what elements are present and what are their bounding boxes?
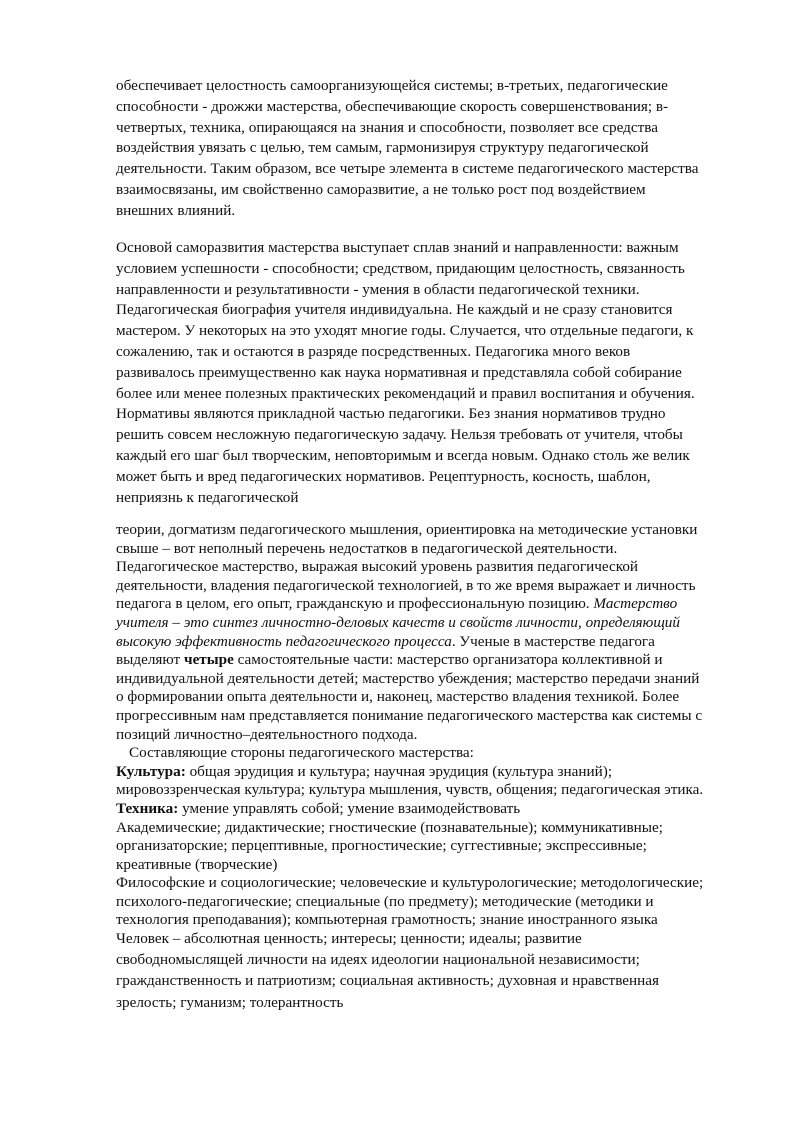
text-line: деятельности, владения педагогической технологией, в то же время выражает и личность: [116, 576, 696, 594]
text-run: самостоятельные части: мастерство организатора коллективной и: [233, 651, 663, 669]
italic-run: учителя – это синтез личностно-деловых качеств и свойств личности, определяющий: [116, 613, 680, 631]
text-line: мастером. У некоторых на это уходят многие годы. Случается, что отдельные педагоги, к: [116, 322, 694, 340]
italic-run: высокую эффективность педагогического процесса: [116, 632, 452, 650]
text-line: более или менее полезных практических рекомендаций и правил воспитания и обучения.: [116, 384, 695, 402]
text-line: свыше – вот неполный перечень недостатков в педагогической деятельности.: [116, 539, 618, 557]
section-heading: Составляющие стороны педагогического мастерства:: [129, 744, 474, 762]
text-line: креативные (творческие): [116, 855, 278, 873]
paragraph-3: [116, 521, 756, 1014]
text-line: [116, 800, 756, 819]
text-line: взаимосвязаны, им свойственно саморазвитие, а не только рост под воздействием: [116, 180, 646, 198]
text-line: Педагогическое мастерство, выражая высокий уровень развития педагогической: [116, 558, 639, 576]
text-line: Педагогическая биография учителя индивидуальна. Не каждый и не сразу становится: [116, 301, 673, 319]
text-line: о формировании опыта деятельности и, наконец, мастерство владения техникой. Более: [116, 688, 680, 706]
text-line: условием успешности - способности; средством, придающим целостность, связанность: [116, 259, 685, 277]
text-line: свободномыслящей личности на идеях идеологии национальной независимости;: [116, 950, 640, 968]
text-line: решить совсем несложную педагогическую задачу. Нельзя требовать от учителя, чтобы: [116, 426, 683, 444]
text-line: позиций личностно–деятельностного подхода.: [116, 725, 418, 743]
text-line: может быть и вред педагогических нормативов. Рецептурность, косность, шаблон,: [116, 467, 651, 485]
text-line: [116, 763, 756, 782]
text-line: зрелость; гуманизм; толерантность: [116, 994, 344, 1012]
text-line: прогрессивным нам представляется понимание педагогического мастерства как системы с: [116, 706, 703, 724]
text-line: индивидуальной деятельности детей; мастерство убеждения; мастерство передачи знаний: [116, 669, 700, 687]
text-line: воздействия увязать с целью, тем самым, гармонизируя структуру педагогической: [116, 139, 649, 157]
text-line: развивалось преимущественно как наука нормативная и представляла собой собирание: [116, 363, 682, 381]
bold-run: Техника:: [116, 799, 179, 817]
paragraph-1: [116, 76, 756, 222]
text-line: Философские и социологические; человеческие и культурологические; методологические;: [116, 874, 704, 892]
text-line: неприязнь к педагогической: [116, 488, 299, 506]
text-line: направленности и результативности - умения в области педагогической техники.: [116, 280, 640, 298]
text-run: общая эрудиция и культура; научная эрудиция (культура знаний);: [185, 762, 613, 780]
text-line: психолого-педагогические; специальные (по предмету); методические (методики и: [116, 892, 654, 910]
text-line: Человек – абсолютная ценность; интересы; ценности; идеалы; развитие: [116, 930, 582, 948]
text-line: каждый его шаг был творческим, неповторимым и всегда новым. Однако столь же велик: [116, 446, 690, 464]
text-line: деятельности. Таким образом, все четыре элемента в системе педагогического мастерства: [116, 160, 699, 178]
text-run: педагога в целом, его опыт, гражданскую и профессиональную позицию.: [116, 595, 594, 613]
bold-run: Культура:: [116, 762, 186, 780]
text-line: [116, 633, 756, 652]
italic-run: Мастерство: [593, 595, 678, 613]
text-line: гражданственность и патриотизм; социальная активность; духовная и нравственная: [116, 972, 659, 990]
text-line: способности - дрожжи мастерства, обеспечивающие скорость совершенствования; в-: [116, 97, 669, 115]
text-run: . Ученые в мастерстве педагога: [451, 632, 655, 650]
text-line: обеспечивает целостность самоорганизующейся системы; в-третьих, педагогические: [116, 77, 668, 94]
bold-run: четыре: [184, 651, 234, 669]
text-line: четвертых, техника, опирающаяся на знания и способности, позволяет все средства: [116, 118, 659, 136]
text-line: Академические; дидактические; гностические (познавательные); коммуникативные;: [116, 818, 663, 836]
text-run: умение управлять собой; умение взаимодействовать: [178, 799, 521, 817]
text-line: теории, догматизм педагогического мышления, ориентировка на методические установки: [116, 521, 698, 538]
text-line: Нормативы являются прикладной частью педагогики. Без знания нормативов трудно: [116, 405, 666, 423]
paragraph-2: [116, 238, 756, 508]
text-line: Основой саморазвития мастерства выступает сплав знаний и направленности: важным: [116, 239, 679, 256]
text-line: [116, 614, 756, 633]
text-run: выделяют: [116, 651, 184, 669]
text-line: мировоззренческая культура; культура мышления, чувств, общения; педагогическая этика.: [116, 781, 704, 799]
text-line: внешних влияний.: [116, 201, 236, 219]
text-line: технология преподавания); компьютерная грамотность; знание иностранного языка: [116, 911, 658, 929]
text-line: сожалению, так и остаются в разряде посредственных. Педагогика много веков: [116, 342, 631, 360]
text-line: организаторские; перцептивные, прогностические; суггестивные; экспрессивные;: [116, 837, 647, 855]
text-line: [116, 651, 756, 670]
text-line: [116, 595, 756, 614]
